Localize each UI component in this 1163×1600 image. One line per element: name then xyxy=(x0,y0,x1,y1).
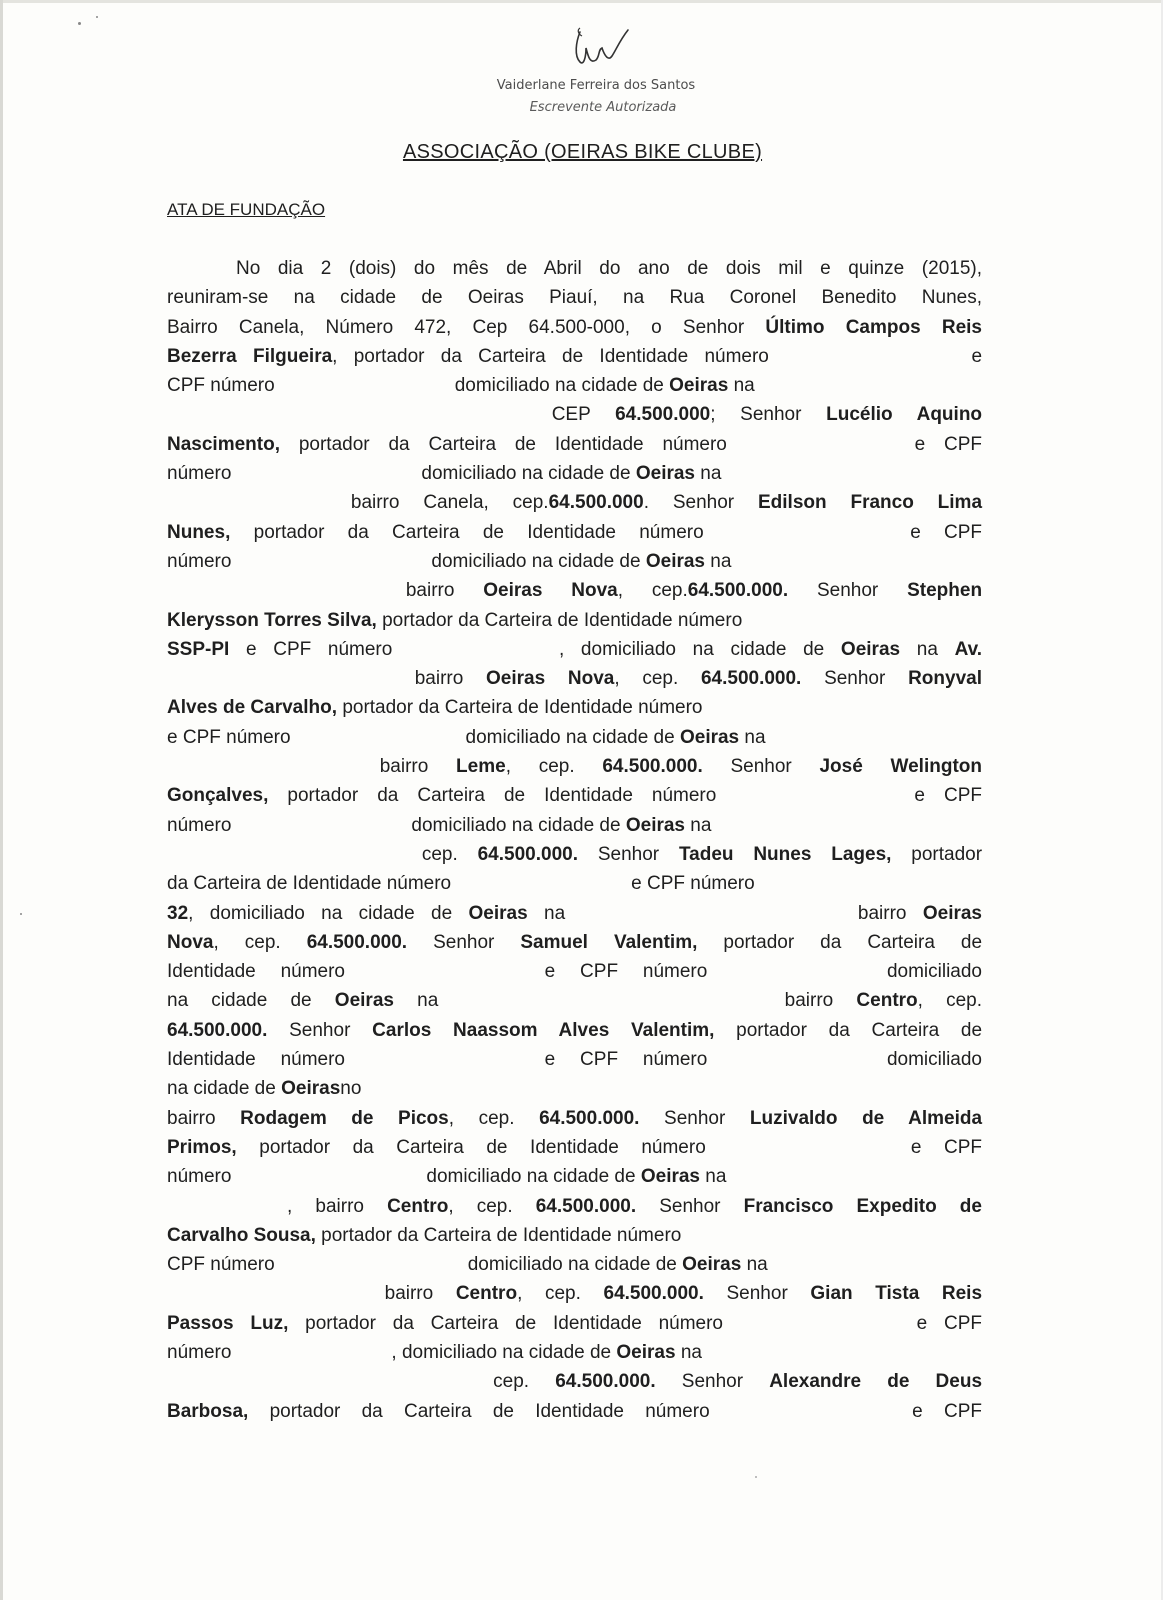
text-line: Gonçalves, portador da Carteira de Identidade número e CPF xyxy=(167,785,982,807)
document-title: ASSOCIAÇÃO (OEIRAS BIKE CLUBE) xyxy=(402,141,763,163)
text-line: Identidade número e CPF número domiciliado xyxy=(167,1049,982,1071)
text-line: bairro Canela, cep.64.500.000. Senhor Edilson Franco Lima xyxy=(350,492,983,514)
scan-speck xyxy=(96,16,98,18)
minutes-body xyxy=(167,254,982,1426)
text-line: SSP-PI e CPF número , domiciliado na cidade de Oeiras na Av. xyxy=(167,638,983,660)
text-line: , bairro Centro, cep. 64.500.000. Senhor Francisco Expedito de xyxy=(287,1195,982,1217)
text-line: número domiciliado na cidade de Oeiras na xyxy=(167,550,732,572)
text-line: cep. 64.500.000. Senhor Tadeu Nunes Lages, portador xyxy=(421,843,983,865)
text-line: 64.500.000. Senhor Carlos Naassom Alves Valentim, portador da Carteira de xyxy=(167,1019,983,1041)
text-line: No dia 2 (dois) do mês de Abril do ano de dois mil e quinze (2015), xyxy=(236,258,982,279)
text-line: Carvalho Sousa, portador da Carteira de Identidade número xyxy=(167,1224,682,1246)
notary-stamp xyxy=(486,26,706,126)
text-line: reuniram-se na cidade de Oeiras Piauí, na Rua Coronel Benedito Nunes, xyxy=(167,287,982,309)
text-line: Passos Luz, portador da Carteira de Identidade número e CPF xyxy=(167,1312,982,1334)
stamp-name: Vaiderlane Ferreira dos Santos xyxy=(496,78,696,93)
text-line: Bairro Canela, Número 472, Cep 64.500-000, o Senhor Último Campos Reis xyxy=(167,316,982,338)
text-line: CPF número domiciliado na cidade de Oeiras na xyxy=(167,1254,768,1276)
text-line: número domiciliado na cidade de Oeiras na xyxy=(167,1166,727,1188)
scan-speck xyxy=(78,22,81,25)
text-line: Alves de Carvalho, portador da Carteira de Identidade número xyxy=(167,697,703,719)
text-line: Primos, portador da Carteira de Identidade número e CPF xyxy=(167,1136,982,1158)
text-line: Klerysson Torres Silva, portador da Carteira de Identidade número xyxy=(167,609,743,631)
text-line: e CPF número domiciliado na cidade de Oeiras na xyxy=(167,726,766,748)
text-line: cep. 64.500.000. Senhor Alexandre de Deus xyxy=(493,1371,983,1393)
text-line: Nascimento, portador da Carteira de Identidade número e CPF xyxy=(167,433,983,455)
text-line: da Carteira de Identidade número e CPF número xyxy=(167,873,755,895)
text-line: Bezerra Filgueira, portador da Carteira de Identidade número e xyxy=(167,345,983,367)
signature-icon xyxy=(568,26,638,74)
text-line: número domiciliado na cidade de Oeiras na xyxy=(167,814,712,836)
stamp-role: Escrevente Autorizada xyxy=(529,100,677,115)
page-edge-top xyxy=(0,0,1163,3)
text-line: bairro Oeiras Nova, cep.64.500.000. Senhor Stephen xyxy=(405,580,983,602)
text-line: número domiciliado na cidade de Oeiras na xyxy=(167,463,722,485)
text-line: 32, domiciliado na cidade de Oeiras na bairro Oeiras xyxy=(167,902,982,924)
text-line: Barbosa, portador da Carteira de Identidade número e CPF xyxy=(167,1400,982,1422)
text-line: bairro Rodagem de Picos, cep. 64.500.000. Senhor Luzivaldo de Almeida xyxy=(167,1107,983,1129)
text-line: na cidade de Oeiras na bairro Centro, cep. xyxy=(167,990,983,1012)
scan-speck xyxy=(20,913,22,915)
text-line: bairro Centro, cep. 64.500.000. Senhor Gian Tista Reis xyxy=(384,1283,983,1305)
scan-speck xyxy=(755,1476,757,1478)
page-edge-left xyxy=(0,0,3,1600)
text-line: CEP 64.500.000; Senhor Lucélio Aquino xyxy=(551,404,983,426)
text-line: Identidade número e CPF número domiciliado xyxy=(167,961,982,983)
text-line: bairro Leme, cep. 64.500.000. Senhor José Welington xyxy=(379,756,982,778)
text-line: Nunes, portador da Carteira de Identidade número e CPF xyxy=(167,521,983,543)
text-line: na cidade de Oeirasno xyxy=(167,1078,362,1100)
text-line: CPF número domiciliado na cidade de Oeiras na xyxy=(167,375,755,397)
text-line: Nova, cep. 64.500.000. Senhor Samuel Valentim, portador da Carteira de xyxy=(167,931,983,953)
text-line: bairro Oeiras Nova, cep. 64.500.000. Senhor Ronyval xyxy=(414,668,982,690)
text-line: número , domiciliado na cidade de Oeiras na xyxy=(167,1341,702,1363)
section-title: ATA DE FUNDAÇÃO xyxy=(167,200,326,219)
